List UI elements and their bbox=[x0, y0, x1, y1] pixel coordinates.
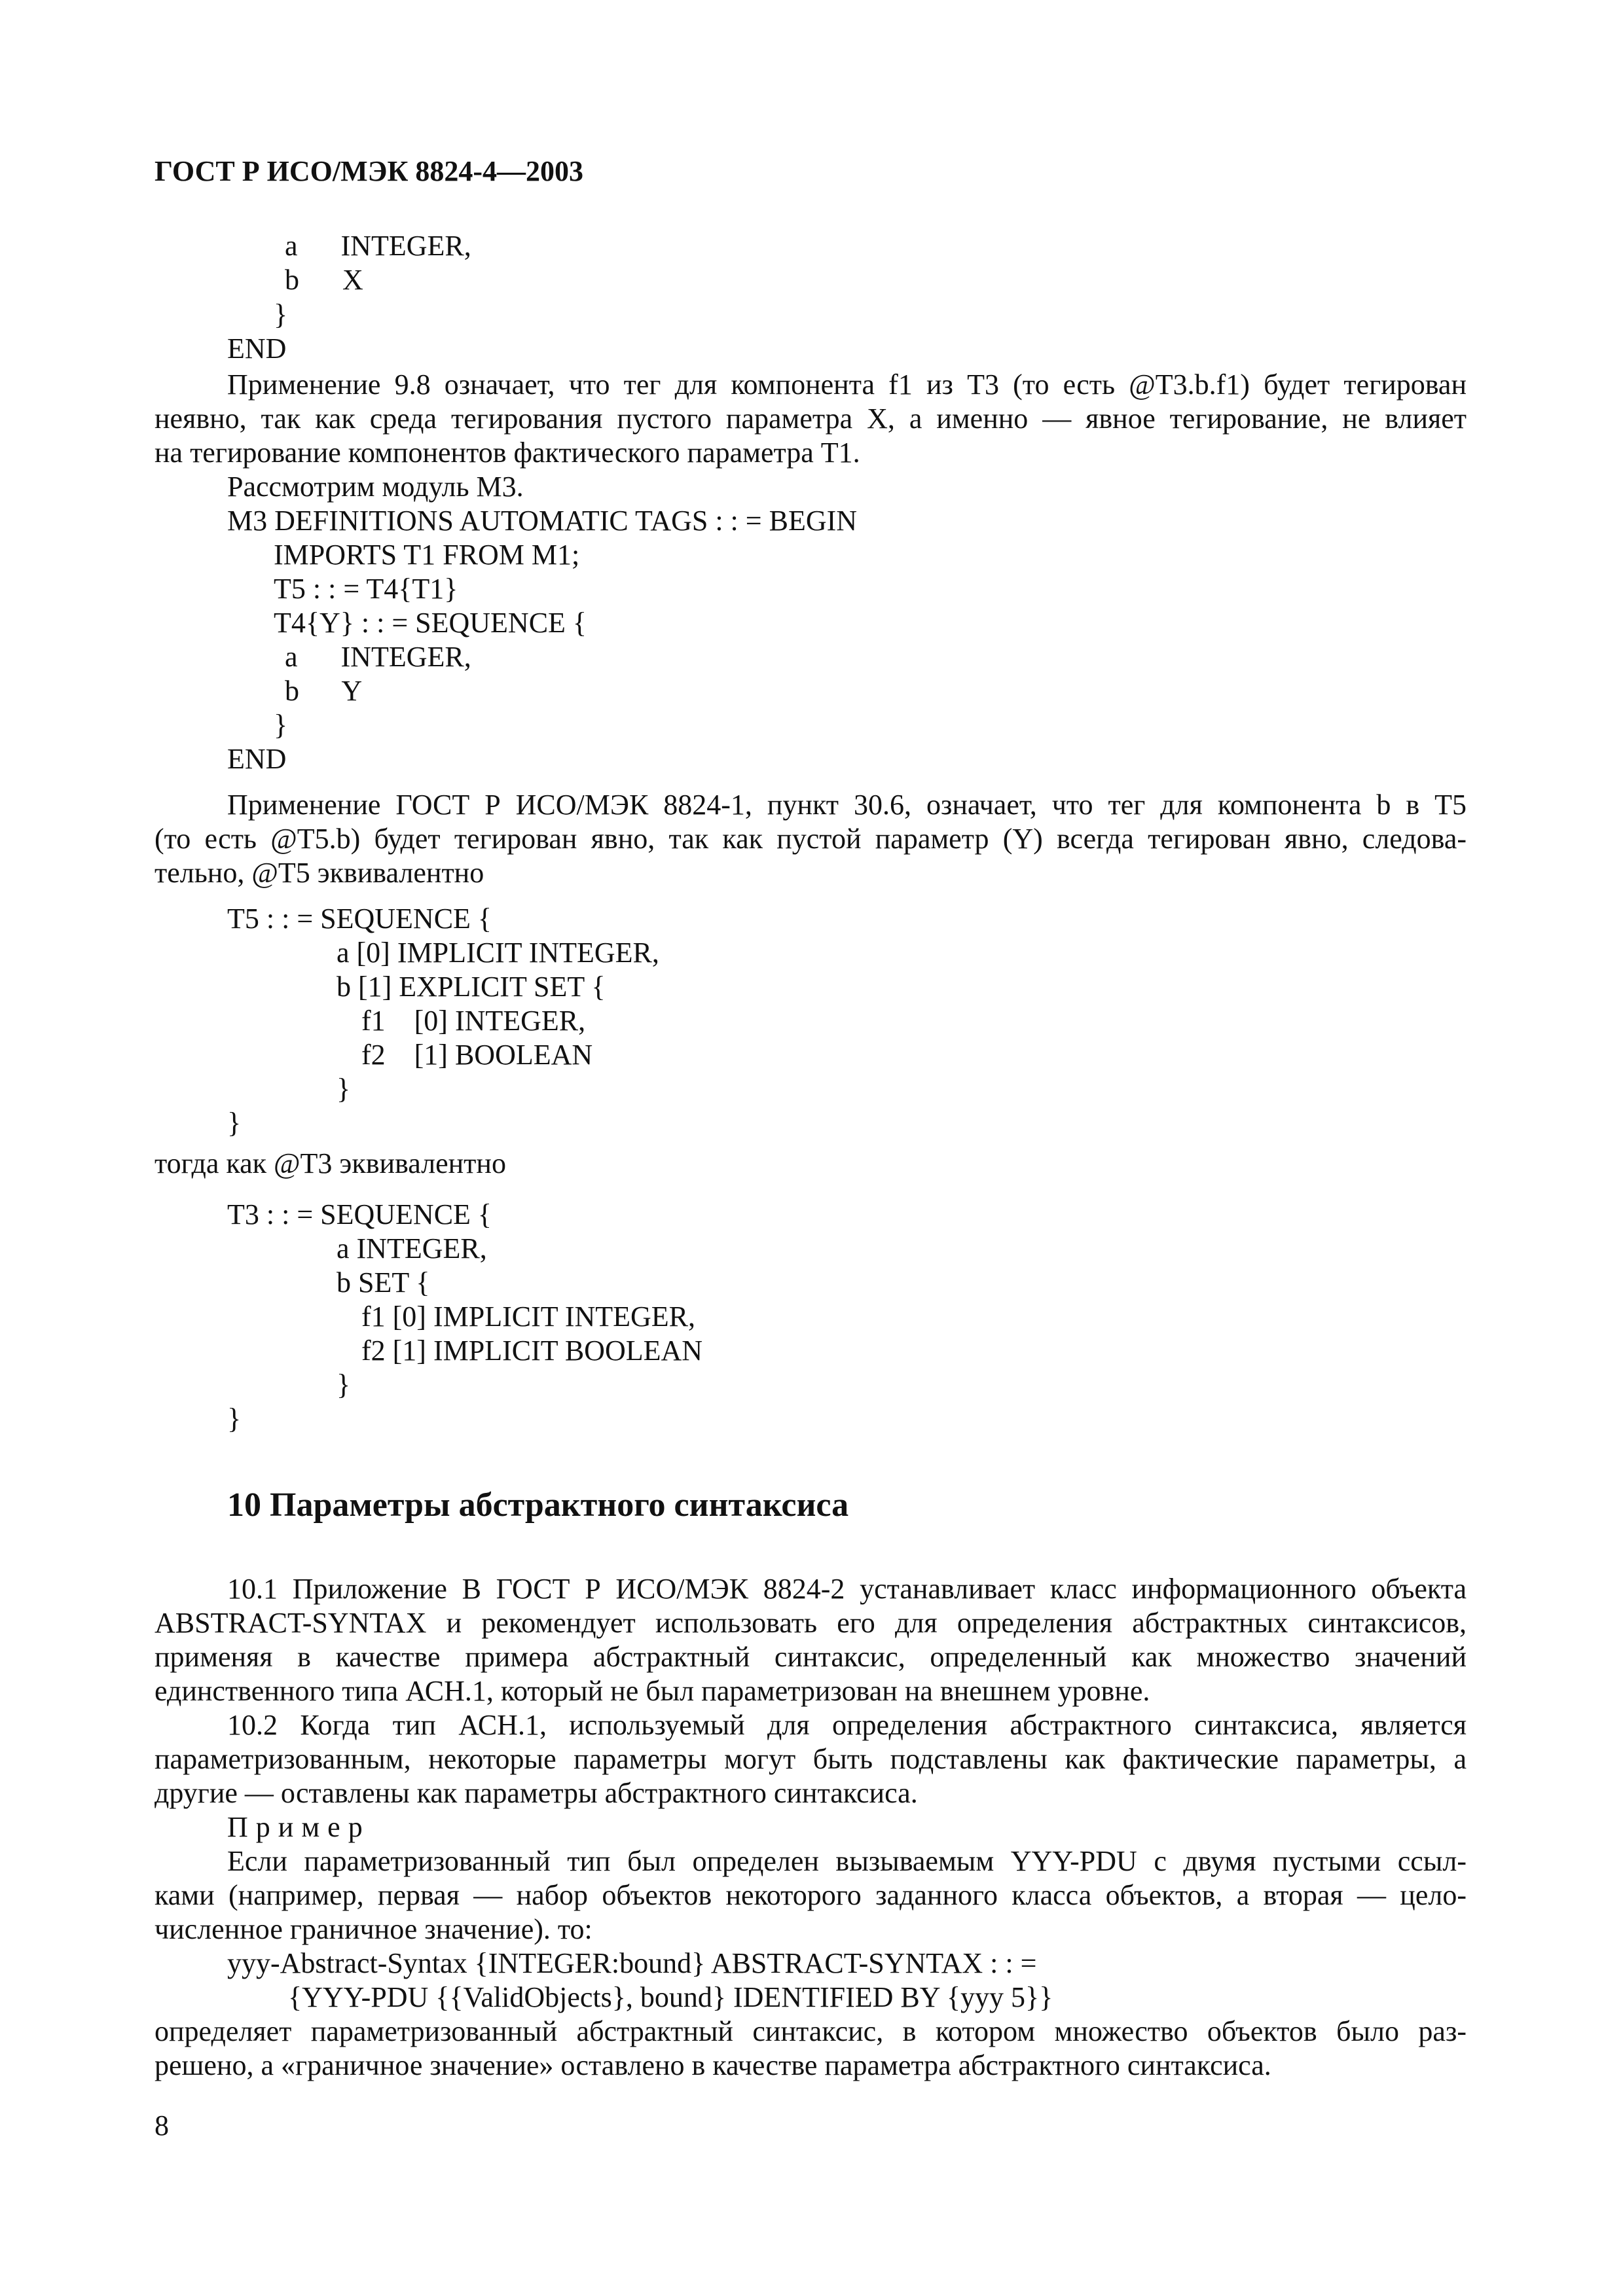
paragraph-line: Применение ГОСТ Р ИСО/МЭК 8824-1, пункт 30.6, означает, что тег для компонента b в T5 bbox=[227, 789, 1467, 821]
code-line: a INTEGER, bbox=[285, 641, 471, 673]
code-line: a INTEGER, bbox=[337, 1232, 487, 1265]
paragraph-line: Если параметризованный тип был определен вызываемым YYY-PDU с двумя пустыми ссыл- bbox=[227, 1845, 1467, 1877]
paragraph-line: ABSTRACT-SYNTAX и рекомендует использовать его для определения абстрактных синтаксисов, bbox=[155, 1607, 1467, 1639]
paragraph-line: решено, а «граничное значение» оставлено в качестве параметра абстрактного синтаксиса. bbox=[155, 2049, 1271, 2081]
paragraph-line: тогда как @T3 эквивалентно bbox=[155, 1147, 506, 1179]
paragraph-line: ками (например, первая — набор объектов некоторого заданного класса объектов, а вторая — цело- bbox=[155, 1879, 1467, 1911]
page-number: 8 bbox=[155, 2109, 169, 2142]
paragraph-line: Рассмотрим модуль М3. bbox=[227, 471, 524, 503]
code-line: M3 DEFINITIONS AUTOMATIC TAGS : : = BEGIN bbox=[227, 505, 858, 537]
code-line: END bbox=[227, 743, 287, 775]
paragraph-line: на тегирование компонентов фактического параметра T1. bbox=[155, 437, 860, 469]
code-line: T5 : : = SEQUENCE { bbox=[227, 903, 492, 935]
section-heading: 10 Параметры абстрактного синтаксиса bbox=[227, 1486, 849, 1524]
code-line: } bbox=[337, 1369, 351, 1401]
code-line: b X bbox=[285, 264, 363, 296]
code-line: IMPORTS T1 FROM M1; bbox=[274, 539, 580, 571]
code-line: } bbox=[227, 1107, 242, 1139]
code-line: f1 [0] IMPLICIT INTEGER, bbox=[361, 1300, 695, 1333]
code-line: b [1] EXPLICIT SET { bbox=[337, 971, 606, 1003]
code-line: a [0] IMPLICIT INTEGER, bbox=[337, 937, 659, 969]
code-line: } bbox=[227, 1403, 242, 1435]
code-line: } bbox=[337, 1073, 351, 1105]
paragraph-line: определяет параметризованный абстрактный синтаксис, в котором множество объектов было раз- bbox=[155, 2015, 1467, 2047]
code-line: f2 [1] BOOLEAN bbox=[361, 1039, 593, 1071]
code-line: } bbox=[274, 709, 288, 741]
example-label: Пример bbox=[227, 1811, 371, 1843]
code-line: T3 : : = SEQUENCE { bbox=[227, 1198, 492, 1230]
code-line: T4{Y} : : = SEQUENCE { bbox=[274, 607, 587, 639]
code-line: T5 : : = T4{T1} bbox=[274, 573, 458, 605]
code-line: b Y bbox=[285, 675, 363, 707]
code-line: a INTEGER, bbox=[285, 230, 471, 262]
paragraph-line: 10.2 Когда тип АСН.1, используемый для определения абстрактного синтаксиса, является bbox=[227, 1709, 1467, 1741]
paragraph-line: Применение 9.8 означает, что тег для компонента f1 из Т3 (то есть @T3.b.f1) будет тегирован bbox=[227, 368, 1467, 401]
paragraph-line: единственного типа АСН.1, который не был параметризован на внешнем уровне. bbox=[155, 1675, 1150, 1707]
paragraph-line: тельно, @T5 эквивалентно bbox=[155, 857, 484, 889]
code-line: f1 [0] INTEGER, bbox=[361, 1005, 586, 1037]
paragraph-line: параметризованным, некоторые параметры могут быть подставлены как фактические параметры, а bbox=[155, 1743, 1467, 1775]
paragraph-line: применяя в качестве примера абстрактный синтаксис, определенный как множество значений bbox=[155, 1641, 1467, 1673]
code-line: f2 [1] IMPLICIT BOOLEAN bbox=[361, 1335, 703, 1367]
code-line: } bbox=[274, 298, 288, 331]
paragraph-line: 10.1 Приложение В ГОСТ Р ИСО/МЭК 8824-2 устанавливает класс информационного объекта bbox=[227, 1573, 1467, 1605]
paragraph-line: (то есть @T5.b) будет тегирован явно, так как пустой параметр (Y) всегда тегирован явно, следова- bbox=[155, 823, 1467, 855]
code-line: b SET { bbox=[337, 1266, 430, 1299]
code-line: END bbox=[227, 332, 287, 365]
code-line: {YYY-PDU {{ValidObjects}, bound} IDENTIFIED BY {yyy 5}} bbox=[288, 1981, 1053, 2013]
paragraph-line: другие — оставлены как параметры абстрактного синтаксиса. bbox=[155, 1777, 918, 1809]
paragraph-line: неявно, так как среда тегирования пустого параметра X, а именно — явное тегирование, не влияет bbox=[155, 403, 1467, 435]
paragraph-line: численное граничное значение). то: bbox=[155, 1913, 593, 1945]
code-line: yyy-Abstract-Syntax {INTEGER:bound} ABSTRACT-SYNTAX : : = bbox=[227, 1947, 1037, 1979]
document-header: ГОСТ Р ИСО/МЭК 8824-4—2003 bbox=[155, 155, 584, 187]
